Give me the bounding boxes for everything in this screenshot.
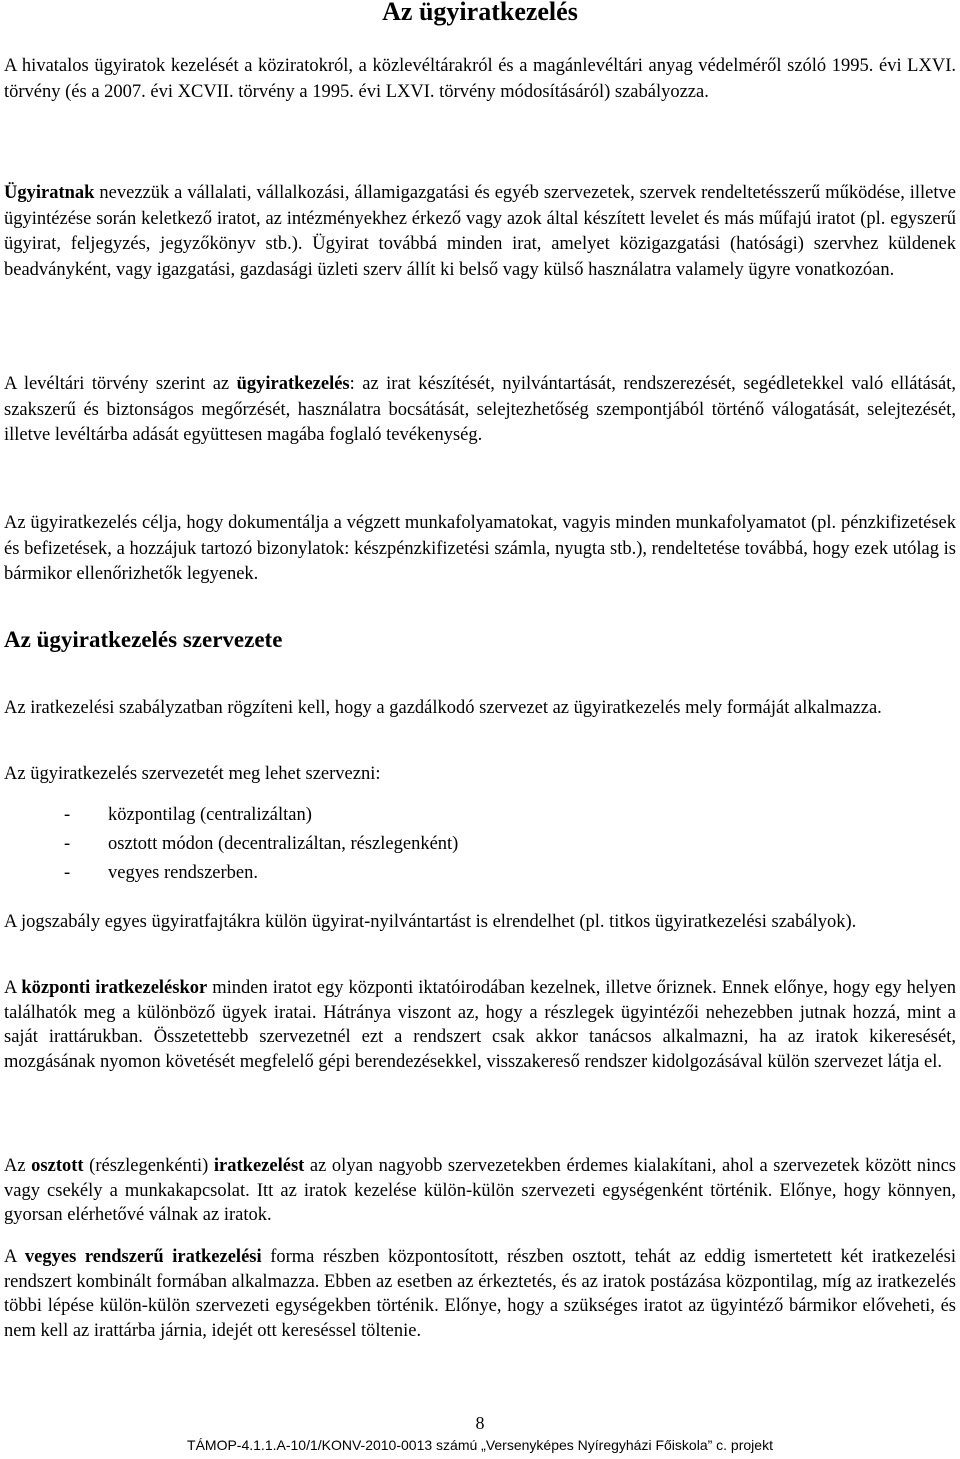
distributed-term-2: iratkezelést bbox=[213, 1156, 305, 1176]
archive-law-prefix: A levéltári törvény szerint az bbox=[4, 374, 237, 394]
list-item-text: osztott módon (decentralizáltan, részlegenként) bbox=[108, 834, 459, 854]
intro-paragraph: A hivatalos ügyiratok kezelését a köziratokról, a közlevéltárakról és a magánlevéltári anyag védelméről szóló 1995. évi LXVI. törvény (és a 2007. évi XCVII. törvény a 1995. évi LXVI. törvény módosításáról) szabályozza. bbox=[4, 56, 956, 102]
list-item bbox=[64, 830, 458, 859]
archive-law-paragraph bbox=[4, 372, 956, 449]
distributed-text: az olyan nagyobb szervezetekben érdemes kialakítani, ahol a szervezetek között nincs vagy csekély a munkakapcsolat. Itt az iratok kezelése külön-külön szervezeti egységenként történik. Előnye, hogy könnyen, gyorsan elérhetővé válnak az iratok. bbox=[4, 1156, 956, 1225]
page-title: Az ügyiratkezelés bbox=[382, 0, 578, 26]
definition-paragraph bbox=[4, 181, 956, 283]
definition-term: Ügyiratnak bbox=[4, 183, 95, 203]
purpose-paragraph: Az ügyiratkezelés célja, hogy dokumentálja a végzett munkafolyamatokat, vagyis minden munkafolyamatot (pl. pénzkifizetések és befizetések, a hozzájuk tartozó bizonylatok: készpénzkifizetési számla, nyugta stb.), rendeltetése továbbá, hogy ezek utólag is bármikor ellenőrizhetők legyenek. bbox=[4, 513, 956, 584]
central-paragraph bbox=[4, 976, 956, 1074]
list-dash: - bbox=[64, 834, 71, 854]
list-item bbox=[64, 801, 458, 830]
archive-law-term: ügyiratkezelés bbox=[236, 374, 350, 394]
mixed-prefix: A bbox=[4, 1247, 25, 1267]
distributed-middle: (részlegenkénti) bbox=[83, 1156, 214, 1176]
distributed-prefix: Az bbox=[4, 1156, 32, 1176]
list-item bbox=[64, 859, 458, 888]
distributed-term-1: osztott bbox=[31, 1156, 84, 1176]
archive-law-text: : az irat készítését, nyilvántartását, rendszerezését, segédletekkel való ellátását, szakszerű és biztonságos megőrzését, használatra bocsátását, selejtezhetőség szempontjából történő válogatását, selejtezését, illetve levéltárba adását együttesen magába foglaló tevékenység. bbox=[4, 374, 956, 445]
list-dash: - bbox=[64, 863, 71, 883]
organize-intro: Az ügyiratkezelés szervezetét meg lehet szervezni: bbox=[4, 764, 381, 784]
mixed-paragraph bbox=[4, 1245, 956, 1343]
section-heading: Az ügyiratkezelés szervezete bbox=[4, 627, 283, 652]
separate-records-paragraph: A jogszabály egyes ügyiratfajtákra külön ügyirat-nyilvántartást is elrendelhet (pl. titkos ügyiratkezelési szabályok). bbox=[4, 912, 857, 932]
page-number: 8 bbox=[475, 1413, 485, 1433]
list-item-text: vegyes rendszerben. bbox=[108, 863, 258, 883]
organize-list bbox=[64, 801, 458, 888]
mixed-term: vegyes rendszerű iratkezelési bbox=[24, 1247, 262, 1267]
list-item-text: központilag (centralizáltan) bbox=[108, 805, 312, 825]
central-text: minden iratot egy központi iktatóirodában kezelnek, illetve őriznek. Ennek előnye, hogy egy helyen találhatók meg a különböző ügyek iratai. Hátránya viszont az, hogy a részlegek ügyintézői nehezebben jutnak hozzá, mint a saját irattárukban. Összetettebb szervezetnél ezt a rendszert csak akkor tanácsos alkalmazni, ha az iratok kikeresését, mozgásának nyomon követését megfelelő gépi berendezésekkel, visszakereső rendszer kidolgozásával külön szervezet látja el. bbox=[4, 978, 956, 1072]
mixed-text: forma részben központosított, részben osztott, tehát az eddig ismertetett két iratkezelési rendszert kombinált formában alkalmazza. Ebben az esetben az érkeztetés, és az iratok postázása központilag, míg az iratkezelés többi lépése külön-külön szervezeti egységekben történik. Előnye, hogy a szükséges iratot az ügyintéző bármikor előveheti, és nem kell az irattárba járnia, idejét ott kereséssel töltenie. bbox=[4, 1247, 956, 1341]
list-dash: - bbox=[64, 805, 71, 825]
central-prefix: A bbox=[4, 978, 22, 998]
central-term: központi iratkezeléskor bbox=[21, 978, 208, 998]
policy-paragraph: Az iratkezelési szabályzatban rögzíteni kell, hogy a gazdálkodó szervezet az ügyiratkezelés mely formáját alkalmazza. bbox=[4, 698, 882, 718]
distributed-paragraph bbox=[4, 1154, 956, 1228]
definition-text: nevezzük a vállalati, vállalkozási, államigazgatási és egyéb szervezetek, szervek rendeltetésszerű működése, illetve ügyintézése során keletkező iratot, az intézményekhez érkező vagy azok által készített levelet és más műfajú iratot (pl. egyszerű ügyirat, feljegyzés, jegyzőkönyv stb.). Ügyirat továbbá minden irat, amelyet közigazgatási (hatósági) szervhez küldenek beadványként, vagy igazgatási, gazdasági üzleti szerv állít ki belső vagy külső használatra valamely ügyre vonatkozóan. bbox=[4, 183, 956, 280]
footer: TÁMOP-4.1.1.A-10/1/KONV-2010-0013 számú „Versenyképes Nyíregyházi Főiskola” c. projekt bbox=[187, 1437, 773, 1453]
